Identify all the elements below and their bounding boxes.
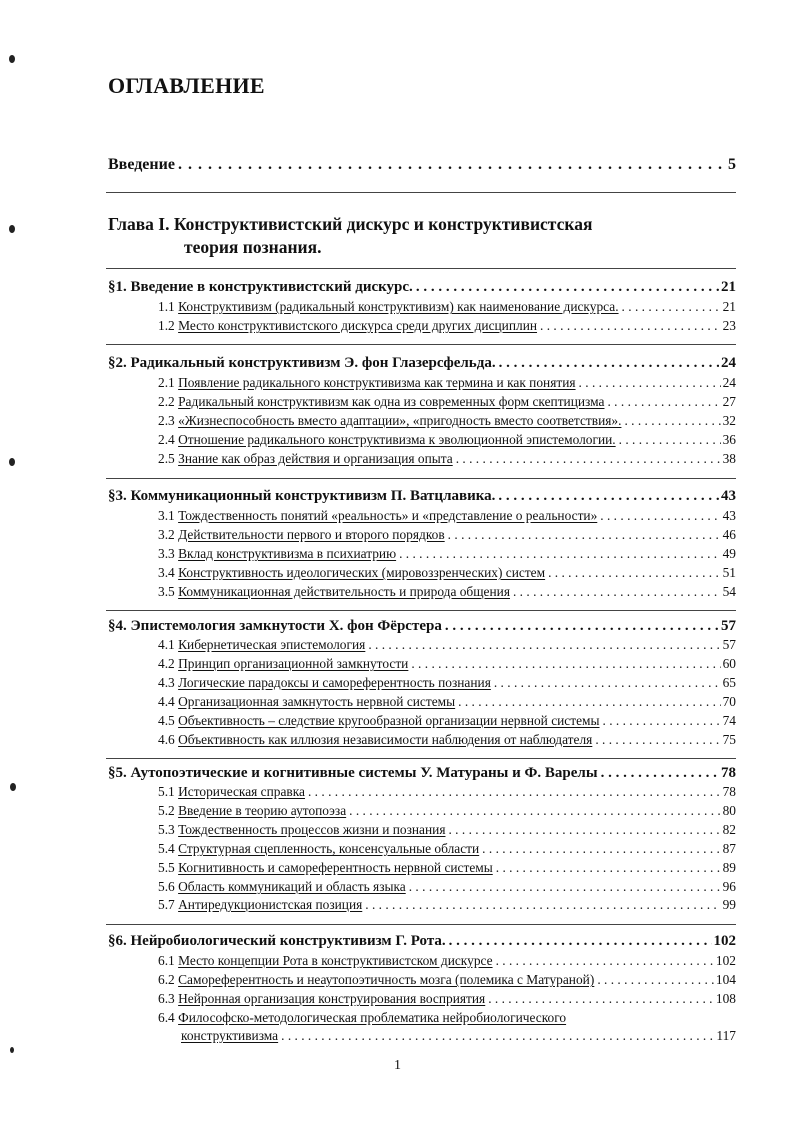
toc-subsection-number: 5.5 bbox=[158, 860, 175, 875]
toc-section[interactable] bbox=[0, 618, 736, 635]
toc-subsection-number: 3.5 bbox=[158, 584, 175, 599]
toc-subsection-title: Философско-методологическая проблематика нейробиологического bbox=[178, 1010, 567, 1025]
toc-subsection-page: 82 bbox=[722, 822, 736, 837]
toc-section-title: §4. Эпистемология замкнутости Х. фон Фёрстера bbox=[108, 618, 442, 634]
toc-subsection-number: 4.1 bbox=[158, 637, 175, 652]
dot-leader bbox=[416, 279, 719, 296]
dot-leader bbox=[448, 822, 720, 838]
dot-leader bbox=[619, 432, 721, 448]
toc-subsection-number: 1.1 bbox=[158, 299, 175, 314]
dot-leader bbox=[600, 508, 720, 524]
toc-subsection-number: 6.2 bbox=[158, 972, 175, 987]
toc-subsection[interactable] bbox=[0, 584, 736, 600]
toc-subsection[interactable] bbox=[0, 318, 736, 334]
toc-subsection-page: 89 bbox=[722, 860, 736, 875]
toc-subsection-page: 24 bbox=[722, 375, 736, 390]
toc-subsection-page: 102 bbox=[715, 953, 736, 968]
toc-subsection-page: 32 bbox=[722, 413, 736, 428]
toc-section-title: §1. Введение в конструктивистский дискурс. bbox=[108, 279, 413, 295]
toc-subsection-page: 104 bbox=[715, 972, 736, 987]
toc-section-page: 24 bbox=[721, 355, 736, 371]
toc-subsection-title: Тождественность понятий «реальность» и «представление о реальности» bbox=[178, 508, 598, 523]
divider bbox=[106, 192, 736, 193]
toc-subsection-page: 49 bbox=[722, 546, 736, 561]
toc-subsection[interactable] bbox=[0, 822, 736, 838]
toc-subsection-number: 6.1 bbox=[158, 953, 175, 968]
toc-subsection[interactable] bbox=[0, 732, 736, 748]
toc-subsection-page: 60 bbox=[722, 656, 736, 671]
toc-section-title: §3. Коммуникационный конструктивизм П. Ватцлавика. bbox=[108, 488, 496, 504]
toc-subsection[interactable] bbox=[0, 972, 736, 988]
toc-subsection-number: 2.5 bbox=[158, 451, 175, 466]
divider bbox=[106, 344, 736, 345]
toc-entry-intro[interactable] bbox=[0, 156, 736, 174]
dot-leader bbox=[409, 879, 721, 895]
toc-section-page: 78 bbox=[721, 765, 736, 781]
toc-subsection-page: 36 bbox=[722, 432, 736, 447]
page-number: 1 bbox=[394, 1058, 401, 1073]
divider bbox=[106, 478, 736, 479]
toc-subsection-number: 5.6 bbox=[158, 879, 175, 894]
toc-subsection[interactable] bbox=[0, 394, 736, 410]
toc-subsection-page: 96 bbox=[722, 879, 736, 894]
toc-subsection-title: Структурная сцепленность, консенсуальные области bbox=[178, 841, 480, 856]
toc-subsection-number: 2.3 bbox=[158, 413, 175, 428]
toc-entry-page: 5 bbox=[728, 156, 736, 173]
dot-leader bbox=[622, 299, 721, 315]
scan-hole-mark bbox=[9, 225, 15, 233]
dot-leader bbox=[603, 713, 721, 729]
dot-leader bbox=[482, 841, 720, 857]
toc-subsection-page: 23 bbox=[722, 318, 736, 333]
dot-leader bbox=[368, 637, 720, 653]
toc-subsection[interactable] bbox=[0, 694, 736, 710]
divider bbox=[106, 758, 736, 759]
toc-subsection[interactable] bbox=[0, 953, 736, 969]
toc-subsection[interactable] bbox=[0, 508, 736, 524]
toc-section-title: §5. Аутопоэтические и когнитивные системы У. Матураны и Ф. Варелы bbox=[108, 765, 598, 781]
toc-subsection-number: 3.3 bbox=[158, 546, 175, 561]
toc-subsection-number: 5.3 bbox=[158, 822, 175, 837]
dot-leader bbox=[448, 527, 721, 543]
toc-subsection-page: 117 bbox=[716, 1028, 736, 1043]
dot-leader bbox=[597, 972, 714, 988]
toc-subsection-title: Появление радикального конструктивизма как термина и как понятия bbox=[178, 375, 576, 390]
toc-subsection-title: Историческая справка bbox=[178, 784, 305, 799]
dot-leader bbox=[449, 933, 712, 950]
dot-leader bbox=[445, 618, 719, 635]
dot-leader bbox=[178, 156, 726, 174]
toc-subsection-page: 51 bbox=[722, 565, 736, 580]
toc-subsection-title: Вклад конструктивизма в психиатрию bbox=[178, 546, 397, 561]
toc-subsection-page: 65 bbox=[722, 675, 736, 690]
toc-section-page: 43 bbox=[721, 488, 736, 504]
toc-subsection-page: 46 bbox=[722, 527, 736, 542]
toc-subsection-title: Объективность как иллюзия независимости наблюдения от наблюдателя bbox=[178, 732, 593, 747]
dot-leader bbox=[499, 355, 719, 372]
toc-subsection-page: 54 bbox=[722, 584, 736, 599]
toc-subsection[interactable] bbox=[0, 784, 736, 800]
toc-subsection-title: Когнитивность и самореферентность нервной системы bbox=[178, 860, 493, 875]
toc-subsection[interactable] bbox=[0, 375, 736, 391]
toc-subsection[interactable] bbox=[0, 299, 736, 315]
toc-subsection[interactable] bbox=[0, 879, 736, 895]
dot-leader bbox=[601, 765, 719, 782]
chapter-title-line2: теория познания. bbox=[184, 237, 322, 257]
toc-subsection-number: 4.3 bbox=[158, 675, 175, 690]
toc-subsection-number: 3.4 bbox=[158, 565, 175, 580]
toc-subsection[interactable] bbox=[0, 565, 736, 581]
dot-leader bbox=[458, 694, 720, 710]
toc-section[interactable] bbox=[0, 933, 736, 950]
page-title: ОГЛАВЛЕНИЕ bbox=[108, 73, 265, 98]
dot-leader bbox=[540, 318, 721, 334]
toc-subsection-title: Введение в теорию аутопоэза bbox=[178, 803, 347, 818]
dot-leader bbox=[281, 1028, 714, 1044]
toc-entry-title: Введение bbox=[108, 156, 175, 173]
toc-subsection[interactable] bbox=[0, 675, 736, 691]
toc-subsection-page: 78 bbox=[722, 784, 736, 799]
toc-subsection-number: 4.5 bbox=[158, 713, 175, 728]
divider bbox=[106, 268, 736, 269]
toc-subsection-title: Кибернетическая эпистемология bbox=[178, 637, 366, 652]
toc-subsection[interactable] bbox=[0, 413, 736, 429]
toc-subsection-title: Конструктивность идеологических (мировоззренческих) систем bbox=[178, 565, 546, 580]
toc-subsection-number: 5.7 bbox=[158, 897, 175, 912]
toc-subsection-number: 4.4 bbox=[158, 694, 175, 709]
scan-hole-mark bbox=[9, 55, 15, 63]
toc-subsection-number: 2.4 bbox=[158, 432, 175, 447]
toc-subsection-number: 3.1 bbox=[158, 508, 175, 523]
dot-leader bbox=[494, 675, 721, 691]
chapter-heading bbox=[108, 213, 592, 259]
toc-subsection[interactable] bbox=[0, 713, 736, 729]
toc-subsection-page: 70 bbox=[722, 694, 736, 709]
toc-subsection-page: 57 bbox=[722, 637, 736, 652]
toc-subsection-title: Организационная замкнутость нервной системы bbox=[178, 694, 456, 709]
toc-subsection-title: Нейронная организация конструирования восприятия bbox=[178, 991, 486, 1006]
toc-section-title: §2. Радикальный конструктивизм Э. фон Глазерсфельда. bbox=[108, 355, 496, 371]
toc-subsection-number: 6.3 bbox=[158, 991, 175, 1006]
dot-leader bbox=[496, 953, 714, 969]
toc-subsection-title: Действительности первого и второго порядков bbox=[178, 527, 445, 542]
chapter-title-line1: Глава I. Конструктивистский дискурс и конструктивистская bbox=[108, 214, 593, 234]
toc-subsection-number: 5.2 bbox=[158, 803, 175, 818]
dot-leader bbox=[607, 394, 720, 410]
scan-hole-mark bbox=[10, 1047, 14, 1053]
toc-subsection[interactable] bbox=[0, 897, 736, 913]
toc-subsection-title: Принцип организационной замкнутости bbox=[178, 656, 409, 671]
dot-leader bbox=[456, 451, 721, 467]
toc-subsection-number: 4.2 bbox=[158, 656, 175, 671]
toc-subsection[interactable] bbox=[0, 527, 736, 543]
toc-subsection[interactable] bbox=[0, 637, 736, 653]
toc-subsection-page: 27 bbox=[722, 394, 736, 409]
toc-subsection[interactable] bbox=[0, 451, 736, 467]
toc-section[interactable] bbox=[0, 765, 736, 782]
toc-subsection-title: Знание как образ действия и организация опыта bbox=[178, 451, 453, 466]
toc-subsection-number: 2.1 bbox=[158, 375, 175, 390]
toc-subsection-title: Коммуникационная действительность и природа общения bbox=[178, 584, 510, 599]
toc-subsection[interactable] bbox=[0, 803, 736, 819]
toc-subsection-title: «Жизнеспособность вместо адаптации», «пригодность вместо соответствия». bbox=[178, 413, 622, 428]
toc-subsection-continuation[interactable] bbox=[0, 1028, 736, 1044]
dot-leader bbox=[513, 584, 721, 600]
dot-leader bbox=[365, 897, 720, 913]
dot-leader bbox=[349, 803, 720, 819]
toc-subsection-title: Место концепции Рота в конструктивистском дискурсе bbox=[178, 953, 493, 968]
dot-leader bbox=[595, 732, 720, 748]
toc-section-page: 57 bbox=[721, 618, 736, 634]
toc-subsection-page: 75 bbox=[722, 732, 736, 747]
toc-subsection-title-continued: конструктивизма bbox=[181, 1028, 279, 1043]
toc-subsection-title: Отношение радикального конструктивизма к эволюционной эпистемологии. bbox=[178, 432, 616, 447]
dot-leader bbox=[399, 546, 721, 562]
dot-leader bbox=[498, 488, 719, 505]
dot-leader bbox=[308, 784, 721, 800]
toc-subsection[interactable] bbox=[0, 841, 736, 857]
toc-subsection-title: Место конструктивистского дискурса среди других дисциплин bbox=[178, 318, 538, 333]
toc-subsection-page: 74 bbox=[722, 713, 736, 728]
toc-subsection-page: 108 bbox=[715, 991, 736, 1006]
toc-subsection-page: 87 bbox=[722, 841, 736, 856]
dot-leader bbox=[496, 860, 721, 876]
toc-subsection[interactable] bbox=[0, 546, 736, 562]
toc-subsection[interactable] bbox=[0, 656, 736, 672]
toc-subsection-number: 4.6 bbox=[158, 732, 175, 747]
dot-leader bbox=[411, 656, 720, 672]
dot-leader bbox=[624, 413, 720, 429]
toc-subsection-title: Область коммуникаций и область языка bbox=[178, 879, 406, 894]
toc-subsection[interactable] bbox=[0, 860, 736, 876]
toc-section-page: 102 bbox=[713, 933, 736, 949]
toc-section-page: 21 bbox=[721, 279, 736, 295]
toc-section[interactable] bbox=[0, 279, 736, 296]
divider bbox=[106, 924, 736, 925]
toc-subsection[interactable] bbox=[158, 1010, 566, 1026]
toc-subsection-page: 80 bbox=[722, 803, 736, 818]
dot-leader bbox=[548, 565, 721, 581]
toc-subsection-title: Самореферентность и неаутопоэтичность мозга (полемика с Матураной) bbox=[178, 972, 595, 987]
toc-subsection-title: Конструктивизм (радикальный конструктивизм) как наименование дискурса. bbox=[178, 299, 619, 314]
toc-subsection[interactable] bbox=[0, 991, 736, 1007]
toc-subsection-number: 5.4 bbox=[158, 841, 175, 856]
toc-subsection-title: Тождественность процессов жизни и познания bbox=[178, 822, 446, 837]
dot-leader bbox=[488, 991, 714, 1007]
toc-subsection-page: 43 bbox=[722, 508, 736, 523]
toc-subsection-number: 6.4 bbox=[158, 1010, 175, 1025]
toc-section-title: §6. Нейробиологический конструктивизм Г. Рота. bbox=[108, 933, 446, 949]
toc-subsection-number: 3.2 bbox=[158, 527, 175, 542]
toc-subsection[interactable] bbox=[0, 432, 736, 448]
toc-subsection-page: 99 bbox=[722, 897, 736, 912]
dot-leader bbox=[579, 375, 721, 391]
toc-subsection-page: 21 bbox=[722, 299, 736, 314]
toc-subsection-title: Объективность – следствие кругообразной организации нервной системы bbox=[178, 713, 600, 728]
toc-subsection-page: 38 bbox=[722, 451, 736, 466]
toc-subsection-number: 1.2 bbox=[158, 318, 175, 333]
toc-section[interactable] bbox=[0, 355, 736, 372]
toc-subsection-number: 2.2 bbox=[158, 394, 175, 409]
toc-subsection-number: 5.1 bbox=[158, 784, 175, 799]
divider bbox=[106, 610, 736, 611]
toc-subsection-title: Антиредукционистская позиция bbox=[178, 897, 363, 912]
toc-section[interactable] bbox=[0, 488, 736, 505]
toc-subsection-title: Логические парадоксы и самореферентность познания bbox=[178, 675, 491, 690]
toc-subsection-title: Радикальный конструктивизм как одна из современных форм скептицизма bbox=[178, 394, 605, 409]
